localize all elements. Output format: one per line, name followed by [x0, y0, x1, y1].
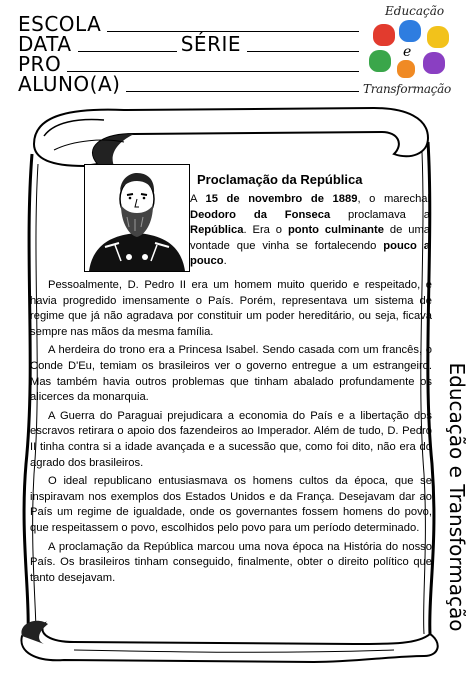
article-body	[30, 278, 432, 589]
hand-print-icon	[373, 24, 395, 46]
field-aluno	[18, 74, 363, 94]
logo-text-bottom: Transformação	[363, 82, 451, 96]
side-banner	[442, 324, 472, 670]
paragraph: A herdeira do trono era a Princesa Isabel. Sendo casada com um francês, o Conde D'Eu, temiam os brasileiros ver o governo entregue a um estrangeiro. Mas também havia outros problemas que tinham abalado profundamente os alicerces da monarquia.	[30, 344, 432, 404]
article-title: Proclamação da República	[197, 172, 363, 187]
field-label: PRO	[18, 52, 62, 76]
paragraph: A Guerra do Paraguai prejudicara a economia do País e a libertação dos escravos retirara o apoio dos fazendeiros ao Imperador. Além de tudo, D. Pedro II tinha contra si a idade avançada e a sucessão que, como foi dito, não era do agrado dos brasileiros.	[30, 409, 432, 469]
field-label: DATA	[18, 32, 72, 56]
text-run: de uma vontade que vinha se fortalecendo	[190, 224, 430, 252]
paragraph: O ideal republicano entusiasmava os homens cultos da época, que se inspiravam nos exemplos dos Estados Unidos e da França. Desejavam dar ao País um regime de igualdade, onde os governantes fossem homens do povo, que respeitassem o povo, escolhidos pelo povo para um período determinado.	[30, 475, 432, 534]
write-line[interactable]	[78, 51, 177, 52]
text-run: , o marechal	[357, 193, 431, 205]
field-data	[18, 34, 363, 54]
paragraph: Pessoalmente, D. Pedro II era um homem muito querido e respeitado, e havia progredido imensamente o País. Porém, representava um sistema de regime que já não agradava por constituir um poder hereditário, ou seja, ficava sempre nas mãos da mesma família.	[30, 279, 432, 338]
text-run: proclamava a	[330, 208, 430, 221]
paragraph: A proclamação da República marcou uma nova época na História do nosso País. Os brasileiros tinham conseguido, finalmente, obter o direito político que tanto desejavam.	[30, 540, 432, 584]
bold-text: Deodoro da Fonseca	[190, 208, 331, 221]
header-form	[18, 14, 363, 94]
logo-text-top: Educação	[385, 4, 445, 18]
bold-text: ponto culminante	[287, 224, 384, 236]
logo	[363, 2, 465, 100]
field-label: ESCOLA	[18, 12, 102, 36]
text-run: . Era o	[243, 224, 288, 236]
bold-text: pouco a pouco	[190, 239, 431, 267]
write-line[interactable]	[126, 91, 359, 92]
field-escola	[18, 14, 363, 34]
hand-print-icon	[397, 60, 415, 78]
field-label-serie: SÉRIE	[180, 32, 241, 56]
logo-mid-letter: e	[403, 44, 412, 60]
portrait-illustration	[84, 164, 190, 272]
text-run: A	[190, 193, 206, 205]
hand-print-icon	[423, 52, 445, 74]
side-text: Educação e Transformação	[445, 362, 469, 632]
bold-text: 15 de novembro de 1889	[205, 193, 358, 205]
bold-text: República	[190, 224, 244, 236]
hand-print-icon	[399, 20, 421, 42]
field-label: ALUNO(A)	[18, 72, 121, 96]
hand-print-icon	[369, 50, 391, 72]
field-professor	[18, 54, 363, 74]
text-run: .	[223, 255, 227, 267]
write-line[interactable]	[247, 51, 359, 52]
hand-print-icon	[427, 26, 449, 48]
article-intro	[190, 192, 430, 270]
